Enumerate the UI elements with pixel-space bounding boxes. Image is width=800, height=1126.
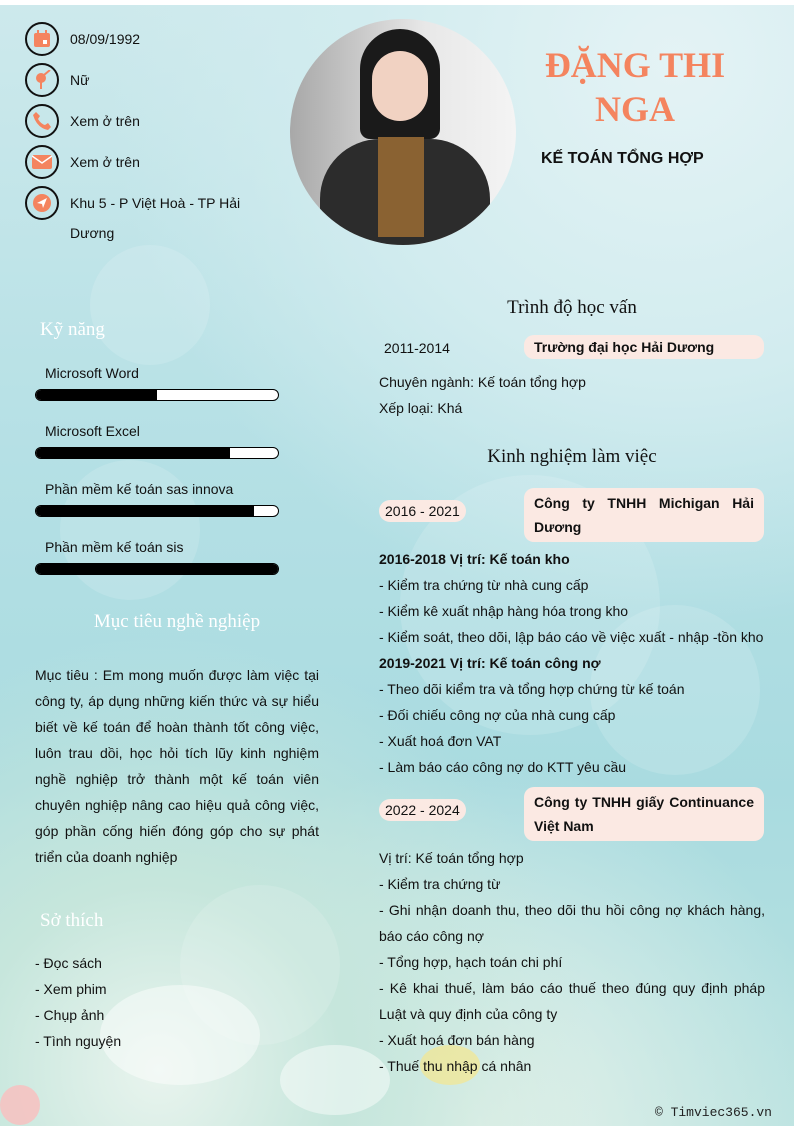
job-company: Công ty TNHH Michigan Hải Dương [524, 488, 764, 542]
education-line: Xếp loại: Khá [379, 400, 463, 416]
job-duty-line: - Thuế thu nhập cá nhân [379, 1058, 532, 1074]
skill-label: Phần mềm kế toán sis [45, 539, 184, 555]
job-period: 2016 - 2021 [379, 500, 466, 522]
hobbies-heading: Sở thích [40, 910, 104, 931]
education-period: 2011-2014 [384, 340, 450, 356]
job-duty-line: - Kiểm soát, theo dõi, lập báo cáo về việc xuất - nhập -tồn kho [379, 629, 764, 645]
job-details [379, 845, 765, 1079]
hobby-item: - Đọc sách [35, 955, 102, 971]
skill-bar [35, 447, 279, 459]
job-duty-line: 2019-2021 Vị trí: Kế toán công nợ [379, 655, 601, 671]
skill-bar [35, 505, 279, 517]
education-heading: Trình độ học vấn [507, 297, 637, 318]
mail-icon [25, 145, 59, 179]
job-duty-line: 2016-2018 Vị trí: Kế toán kho [379, 551, 570, 567]
education-details [379, 369, 765, 421]
job-duty-line: - Tổng hợp, hạch toán chi phí [379, 954, 563, 970]
profile-photo [290, 19, 516, 245]
skill-bar-fill [36, 506, 254, 516]
job-duty-line: Vị trí: Kế toán tổng hợp [379, 850, 524, 866]
skill-bar [35, 563, 279, 575]
job-duty-line: - Kiểm tra chứng từ nhà cung cấp [379, 577, 589, 593]
objective-text: Mục tiêu : Em mong muốn được làm việc tại công ty, áp dụng những kiến thức và sự hiểu biết về kế toán để hoàn thành tốt công việc, luôn trau dồi, học hỏi tích lũy kinh nghiệm nghề nghiệp trở thành một kế toán viên chuyên nghiệp nâng cao hiệu quả công việc, góp phần cống hiến đóng góp cho sự phát triển của doanh nghiệp [35, 667, 319, 865]
objective-heading: Mục tiêu nghề nghiệp [93, 611, 261, 632]
hobby-item: - Xem phim [35, 981, 107, 997]
skill-bar-fill [36, 390, 157, 400]
phone-text: Xem ở trên [70, 113, 140, 129]
job-duty-line: - Theo dõi kiểm tra và tổng hợp chứng từ kế toán [379, 681, 685, 697]
calendar-icon [25, 22, 59, 56]
gender-text: Nữ [70, 72, 90, 88]
job-period: 2022 - 2024 [379, 799, 466, 821]
skill-bar-fill [36, 564, 278, 574]
location-icon [25, 186, 59, 220]
email-text: Xem ở trên [70, 154, 140, 170]
job-duty-line: - Kiểm kê xuất nhập hàng hóa trong kho [379, 603, 629, 619]
cv-page [0, 5, 794, 1126]
skill-label: Microsoft Word [45, 365, 139, 381]
skill-bar-fill [36, 448, 230, 458]
skill-bar [35, 389, 279, 401]
experience-heading: Kinh nghiệm làm việc [487, 446, 657, 467]
hobby-item: - Chụp ảnh [35, 1007, 105, 1023]
job-duty-line: - Kê khai thuế, làm báo cáo thuế theo đúng quy định pháp Luật và quy định của công ty [379, 980, 765, 1022]
job-duty-line: - Kiểm tra chứng từ [379, 876, 501, 892]
job-duty-line: - Làm báo cáo công nợ do KTT yêu cầu [379, 759, 627, 775]
education-line: Chuyên ngành: Kế toán tổng hợp [379, 374, 586, 390]
phone-icon [25, 104, 59, 138]
birthdate-text: 08/09/1992 [70, 31, 141, 47]
job-title: KẾ TOÁN TỔNG HỢP [541, 150, 704, 167]
skills-heading: Kỹ năng [40, 319, 105, 340]
job-details [379, 546, 765, 780]
job-duty-line: - Xuất hoá đơn VAT [379, 733, 502, 749]
job-duty-line: - Đối chiếu công nợ của nhà cung cấp [379, 707, 616, 723]
education-school: Trường đại học Hải Dương [524, 335, 764, 359]
footer-credit: © Timviec365.vn [654, 1105, 772, 1120]
address-text: Khu 5 - P Việt Hoà - TP Hải Dương [70, 195, 241, 241]
hobbies-list [35, 950, 121, 1054]
job-duty-line: - Xuất hoá đơn bán hàng [379, 1032, 535, 1048]
job-company: Công ty TNHH giấy Continuance Việt Nam [524, 787, 764, 841]
candidate-name: ĐẶNG THI NGA [544, 45, 726, 129]
job-duty-line: - Ghi nhận doanh thu, theo dõi thu hồi công nợ khách hàng, báo cáo công nợ [379, 902, 765, 944]
gender-icon [25, 63, 59, 97]
skill-label: Phần mềm kế toán sas innova [45, 481, 234, 497]
hobby-item: - Tình nguyện [35, 1033, 122, 1049]
skill-label: Microsoft Excel [45, 423, 140, 439]
